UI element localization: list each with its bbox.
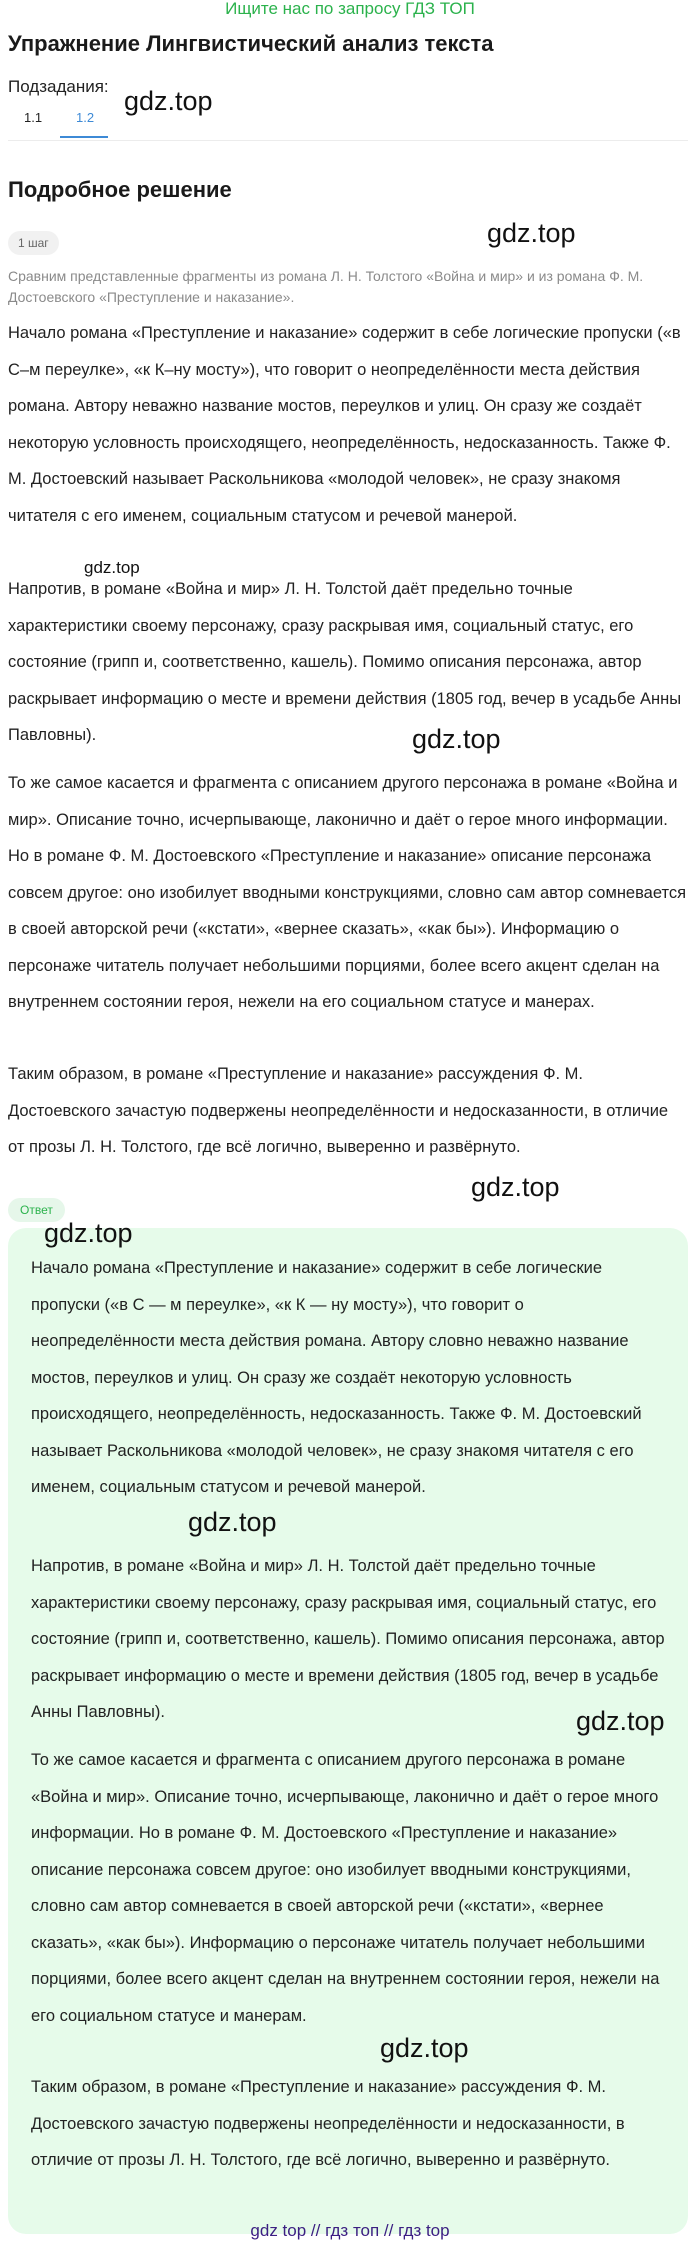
answer-paragraph: Напротив, в романе «Война и мир» Л. Н. Толстой даёт предельно точные характеристики своему персонажу, сразу раскрывая имя, социальный статус, его состояние (грипп и, соответственно, кашель). Помимо описания персонажа, автор раскрывает информацию о месте и времени действия (1805 год, вечер в усадьбе Анны Павловны). [31,1557,665,1721]
subtasks-label: Подзадания: [8,77,109,96]
watermark: gdz.top [487,218,576,248]
watermark: gdz.top [124,86,213,116]
answer-paragraph: Начало романа «Преступление и наказание» содержит в себе логические пропуски («в С — м переулке», «к К — ну мосту»), что говорит о неопределённости места действия романа. Автору словно неважно название мостов, переулков и улиц. Он сразу же создаёт некоторую условность происходящего, неопределённость, недосказанность. Также Ф. М. Достоевский называет Раскольникова «молодой человек», не сразу знакомя читателя с его именем, социальным статусом и речевой манерой. [31,1259,642,1496]
page-title: Упражнение Лингвистический анализ текста [8,31,494,56]
active-tab-indicator [60,136,108,138]
step-badge: 1 шаг [8,231,59,255]
watermark: gdz.top [576,1706,665,1736]
watermark: gdz.top [84,558,140,577]
top-banner[interactable]: Ищите нас по запросу ГДЗ ТОП [225,0,475,18]
tab-subtask-1-1[interactable]: 1.1 [24,110,43,125]
watermark: gdz.top [44,1218,133,1248]
solution-paragraph: Начало романа «Преступление и наказание» содержит в себе логические пропуски («в С–м переулке», «к К–ну мосту»), что говорит о неопределённости места действия романа. Автору неважно название мостов, переулков и улиц. Он сразу же создаёт некоторую условность происходящего, неопределённость, недосказанность. Также Ф. М. Достоевский называет Раскольникова «молодой человек», не сразу знакомя читателя с его именем, социальным статусом и речевой манерой. [8,324,681,525]
solution-paragraph: То же самое касается и фрагмента с описанием другого персонажа в романе «Война и мир». Описание точно, исчерпывающе, лаконично и даёт о герое много информации. Но в романе Ф. М. Достоевского «Преступление и наказание» описание персонажа совсем другое: оно изобилует вводными конструкциями, словно сам автор сомневается в своей авторской речи («кстати», «вернее сказать», «как бы»). Информацию о персонаже читатель получает небольшими порциями, более всего акцент сделан на внутреннем состоянии героя, нежели на его социальном статусе и манерах. [8,774,687,1011]
watermark: gdz.top [412,724,501,754]
watermark: gdz.top [471,1172,560,1202]
solution-intro: Сравним представленные фрагменты из романа Л. Н. Толстого «Война и мир» и из романа Ф. М. Достоевского «Преступление и наказание». [8,268,644,305]
watermark: gdz.top [188,1507,277,1537]
tabs-divider [8,140,688,141]
solution-paragraph: Напротив, в романе «Война и мир» Л. Н. Толстой даёт предельно точные характеристики своему персонажу, сразу раскрывая имя, социальный статус, его состояние (грипп и, соответственно, кашель). Помимо описания персонажа, автор раскрывает информацию о месте и времени действия (1805 год, вечер в усадьбе Анны Павловны). [8,580,682,744]
tab-subtask-1-2[interactable]: 1.2 [76,110,95,125]
footer-links[interactable]: gdz top // гдз топ // гдз top [250,2221,450,2240]
section-title: Подробное решение [8,177,232,202]
watermark: gdz.top [380,2033,469,2063]
answer-badge: Ответ [8,1198,65,1222]
answer-paragraph: То же самое касается и фрагмента с описанием другого персонажа в романе «Война и мир». Описание точно, исчерпывающе, лаконично и даёт о герое много информации. Но в романе Ф. М. Достоевского «Преступление и наказание» описание персонажа совсем другое: оно изобилует вводными конструкциями, словно сам автор сомневается в своей авторской речи («кстати», «вернее сказать», «как бы»). Информацию о персонаже читатель получает небольшими порциями, более всего акцент сделан на внутреннем состоянии героя, нежели на его социальном статусе и манерам. [31,1751,660,2025]
solution-paragraph: Таким образом, в романе «Преступление и наказание» рассуждения Ф. М. Достоевского зачастую подвержены неопределённости и недосказанности, в отличие от прозы Л. Н. Толстого, где всё логично, выверенно и развёрнуто. [8,1065,669,1156]
answer-paragraph: Таким образом, в романе «Преступление и наказание» рассуждения Ф. М. Достоевского зачастую подвержены неопределённости и недосказанности, в отличие от прозы Л. Н. Толстого, где всё логично, выверенно и развёрнуто. [31,2078,625,2169]
